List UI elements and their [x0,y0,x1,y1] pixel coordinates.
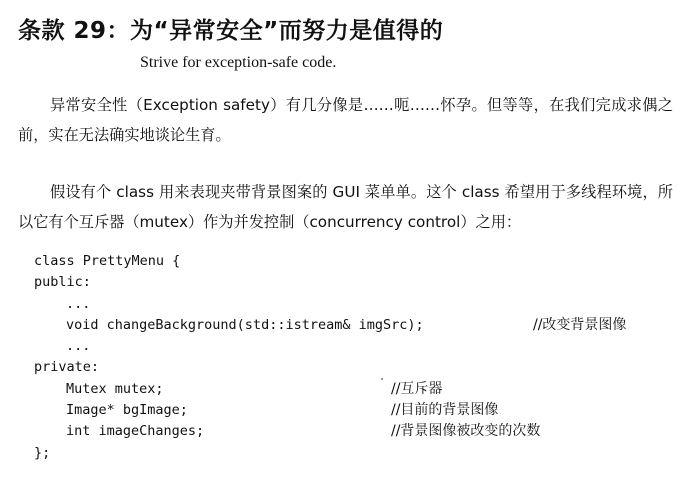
code-text: Mutex mutex; [66,380,164,397]
scan-speck [381,378,383,380]
code-comment: //背景图像被改变的次数 [391,423,541,440]
code-text: ... [66,295,91,312]
code-line [34,315,674,336]
code-line [34,379,674,400]
code-line [34,443,674,464]
code-comment: //互斥器 [391,380,443,397]
code-text: void changeBackground(std::istream& imgSrc); [66,316,424,333]
item-title: 条款 29：为“异常安全”而努力是值得的 [18,18,444,44]
code-text: }; [34,444,51,461]
code-line [34,421,674,442]
code-line [34,294,674,315]
paragraph-example: 假设有个 class 用来表现夹带背景图案的 GUI 菜单单。这个 class 希望用于多线程环境，所以它有个互斥器（mutex）作为并发控制（concurrency control）之用： [18,183,673,231]
code-text: private: [34,359,100,376]
code-text: int imageChanges; [66,423,205,440]
code-line [34,400,674,421]
code-block [34,251,674,464]
code-text: Image* bgImage; [66,402,188,419]
code-text: class PrettyMenu { [34,253,181,269]
code-comment: //改变背景图像 [533,316,627,333]
code-line [34,357,674,378]
code-line [34,336,674,357]
item-subtitle: Strive for exception-safe code. [140,54,337,71]
code-comment: //目前的背景图像 [391,402,499,419]
paragraph-intro: 异常安全性（Exception safety）有几分像是……呃……怀孕。但等等，在我们完成求偶之前，实在无法确实地谈论生育。 [18,96,673,144]
code-text: public: [34,274,91,291]
code-text: ... [66,338,91,355]
code-line [34,251,674,272]
code-line [34,272,674,293]
